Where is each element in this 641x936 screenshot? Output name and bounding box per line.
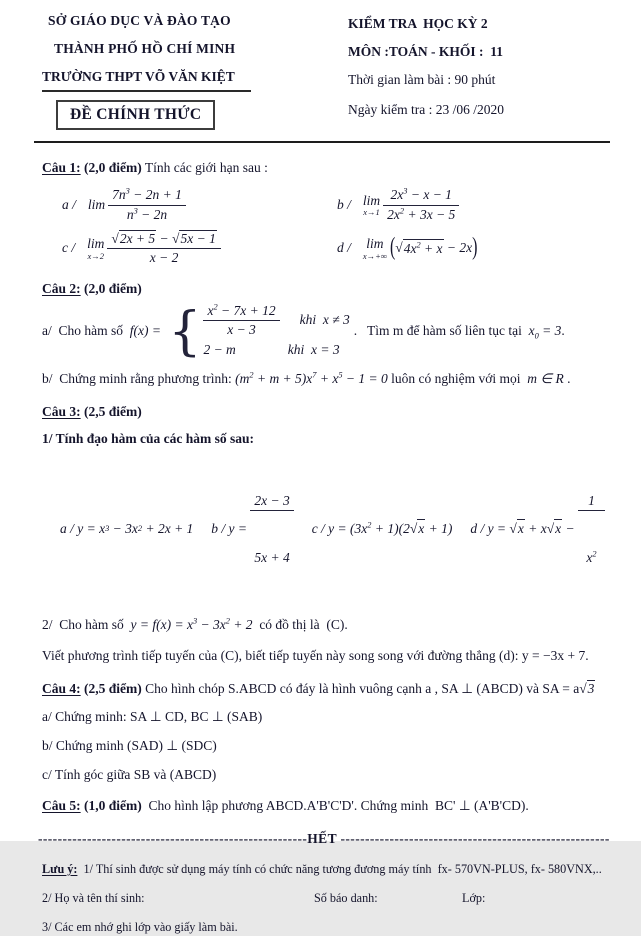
exam-title: KIỂM TRA HỌC KỲ 2 <box>348 16 488 31</box>
limit-operator: lim x→1 <box>362 192 381 218</box>
end-divider <box>38 830 611 849</box>
city-name: THÀNH PHỐ HỒ CHÍ MINH <box>54 40 236 56</box>
continuity-point: $x_0 = 3$ <box>528 323 562 341</box>
fraction: $\frac{x^2 - 7x + 12}{x - 3}$ <box>203 303 279 338</box>
header-divider <box>34 141 610 143</box>
candidate-name-label: 2/ Họ và tên thí sinh: <box>42 890 145 905</box>
cau3-tangent-line: Viết phương trình tiếp tuyến của (C), biết tiếp tuyến này song song với đường thẳng (d): y = −3x + 7. <box>42 647 589 663</box>
cau4-points: (2,5 điểm) <box>80 680 142 696</box>
cau3-derivatives-row <box>42 455 611 604</box>
cau1-a-label: a / <box>62 196 76 212</box>
cau1-d-label: d / <box>337 240 351 256</box>
department-name: SỞ GIÁO DỤC VÀ ĐÀO TẠO <box>48 13 231 28</box>
cau2-points: (2,0 điểm) <box>80 281 142 297</box>
cau4-heading: Câu 4: <box>42 680 81 696</box>
end-dashes-left: ------------------------------------------------------- <box>38 830 308 846</box>
candidate-number-label: Số báo danh: <box>314 890 378 905</box>
limit-operator: lim x→+∞ <box>362 236 387 261</box>
cau1-c-label: c / <box>62 240 76 256</box>
cau4-item-b: b/ Chứng minh (SAD) ⊥ (SDC) <box>42 738 217 754</box>
cau1-heading: Câu 1: <box>42 159 81 175</box>
cau3-item-c: $c / y = (3x^2 + 1)(2$ √ x + 1) <box>312 519 453 539</box>
cau3-part2-label: 2/ Cho hàm số <box>42 616 131 632</box>
m-in-R: m ∈ R <box>527 371 564 387</box>
school-name: TRƯỜNG THPT VÕ VĂN KIỆT <box>42 68 251 92</box>
cau3-item-d: d / y = √ x + x √ x − $\frac{1}{x^2}$ <box>470 455 605 604</box>
cau5-line <box>42 797 611 816</box>
cau4-item-a: a/ Chứng minh: SA ⊥ CD, BC ⊥ (SAB) <box>42 709 263 725</box>
cau1-row-cd <box>42 231 611 266</box>
cau1-row-ab <box>42 187 611 222</box>
limit-operator: lim x→2 <box>87 236 105 261</box>
cau3-item-b: b / y = $\frac{2x - 3}{5x + 4}$ <box>211 455 293 604</box>
cau1-intro: Tính các giới hạn sau : <box>141 159 268 175</box>
cau2-item-a: a/ Cho hàm số f(x) = { $\frac{x^2 - 7x + 12}{x - 3}$ khi x ≠ 3 2 − m khi x = 3 . Tìm m để hàm số liên tục tại $x_0 = 3$ . <box>42 301 565 362</box>
footer-note-2 <box>42 890 611 907</box>
radical-sign: √ <box>409 520 418 536</box>
fraction: $\frac{2x^3 - x - 1}{2x^2 + 3x - 5}$ <box>383 187 459 222</box>
cau5-text: Cho hình lập phương ABCD.A'B'C'D'. Chứng minh BC' ⊥ (A'B'CD). <box>141 798 529 814</box>
class-label: Lớp: <box>462 890 486 905</box>
case-condition: khi x ≠ 3 <box>299 312 350 328</box>
cau3-part1: 1/ Tính đạo hàm của các hàm số sau: <box>42 431 255 447</box>
official-exam-stamp: ĐỀ CHÍNH THỨC <box>56 100 215 131</box>
end-dashes-right: ------------------------------------------------------- <box>336 830 610 846</box>
end-label: HẾT <box>307 830 337 846</box>
footer-note-1: Lưu ý: 1/ Thí sinh được sử dụng máy tính có chức năng tương đương máy tính fx- 570VN-PLUS, fx- 580VNX,.. <box>42 861 602 876</box>
curly-brace: { <box>168 301 202 362</box>
case-condition: khi x = 3 <box>287 342 340 358</box>
cau3-part2-eq: $y = f(x) = x^3 - 3x^2 + 2$ <box>130 616 253 632</box>
footer-notes <box>42 861 611 936</box>
cau3-part2-line: 2/ Cho hàm số $y = f(x) = x^3 - 3x^2 + 2$ có đồ thị là (C). <box>42 616 348 632</box>
cau5-points: (1,0 điểm) <box>80 798 142 814</box>
cau4-item-c: c/ Tính góc giữa SB và (ABCD) <box>42 767 217 783</box>
equation: $(m^2 + m + 5)x^7 + x^5 - 1 = 0$ <box>235 370 388 387</box>
fraction: $\frac{7n^3 - 2n + 1}{n^3 - 2n}$ <box>108 187 186 222</box>
limit-operator: lim <box>87 197 106 213</box>
piecewise-cases <box>168 303 349 360</box>
cau1-heading-line <box>42 159 611 178</box>
fraction: $\frac{1}{x^2}$ <box>578 455 605 604</box>
cau3-heading: Câu 3: <box>42 404 81 420</box>
radical-sign: √ <box>172 230 180 246</box>
radical-sign: √ <box>579 680 587 696</box>
function-notation: f(x) = <box>129 323 165 339</box>
cau4-intro: Cho hình chóp S.ABCD có đáy là hình vuông cạnh a , SA ⊥ (ABCD) và SA = a <box>141 680 580 696</box>
fraction: $\frac{√2x + 5 - √5x - 1}{x - 2}$ <box>107 231 220 266</box>
header-left <box>42 12 324 131</box>
radical-sign: √ <box>546 520 555 536</box>
cau1-item-c <box>42 231 337 266</box>
header-right <box>324 12 504 131</box>
cau1-item-d: d / lim x→+∞ ( √ $4x^2 + x$ − 2x ) <box>337 237 611 260</box>
radical-sign: √ <box>395 240 403 256</box>
case-row-1 <box>203 303 349 338</box>
cau2-item-b: b/ Chứng minh rằng phương trình: $(m^2 + m + 5)x^7 + x^5 - 1 = 0$ luôn có nghiệm với mọi m ∈ R . <box>42 370 571 387</box>
fraction: $\frac{2x - 3}{5x + 4}$ <box>250 455 293 604</box>
cau3-heading-line <box>42 403 611 422</box>
header <box>42 12 611 131</box>
cau3-part1-line <box>42 430 611 449</box>
exam-duration: Thời gian làm bài : 90 phút <box>348 71 496 87</box>
radical-sign: √ <box>111 230 119 246</box>
cau1-b-label: b / <box>337 196 351 212</box>
note-label: Lưu ý: <box>42 861 78 876</box>
case-row-2: 2 − m khi x = 3 <box>203 341 349 360</box>
cau3-item-a: a / y = x 3 − 3x 2 + 2x + 1 <box>60 520 194 536</box>
cau4-heading-line: Câu 4: (2,5 điểm) Cho hình chóp S.ABCD có đáy là hình vuông cạnh a , SA ⊥ (ABCD) và SA = a√3 <box>42 680 595 696</box>
subject-grade: MÔN :TOÁN - KHỐI : 11 <box>348 43 503 59</box>
cau3-points: (2,5 điểm) <box>80 404 142 420</box>
cau2-heading-line <box>42 280 611 299</box>
footer-note-3: 3/ Các em nhớ ghi lớp vào giấy làm bài. <box>42 920 238 935</box>
cau2-a-text2: . Tìm m để hàm số liên tục tại <box>353 323 529 339</box>
right-paren: ) <box>472 233 478 261</box>
radical-sign: √ <box>509 520 517 536</box>
official-stamp-wrap <box>42 92 324 131</box>
cau2-a-label: a/ Cho hàm số <box>42 323 130 339</box>
cau1-item-a <box>42 187 337 222</box>
cau2-b-label: b/ Chứng minh rằng phương trình: <box>42 371 236 387</box>
cau1-points: (2,0 điểm) <box>80 159 142 175</box>
cau5-heading: Câu 5: <box>42 798 81 814</box>
cau1-item-b <box>337 187 611 222</box>
exam-date: Ngày kiểm tra : 23 /06 /2020 <box>348 101 504 117</box>
left-paren: ( <box>389 233 396 261</box>
cau2-heading: Câu 2: <box>42 281 81 297</box>
